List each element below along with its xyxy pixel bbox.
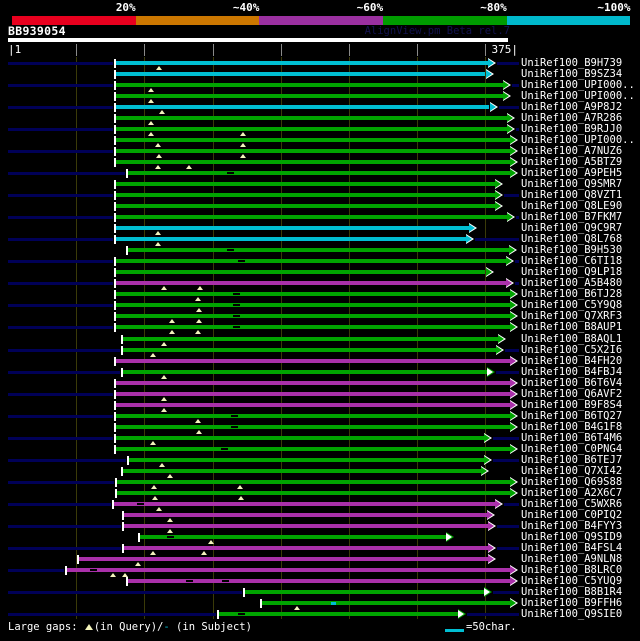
ruler-tick: [417, 44, 418, 56]
leader-line: [504, 194, 519, 197]
leader-line: [8, 304, 113, 307]
query-gap-marker: [150, 353, 156, 357]
leader-line: [496, 371, 519, 374]
alignment-bar[interactable]: [116, 270, 486, 274]
subject-label[interactable]: UniRef100_B6T6V4: [521, 376, 623, 389]
subject-label[interactable]: UniRef100_Q9LP18: [521, 266, 623, 279]
subject-label[interactable]: UniRef100_A9NLN8: [521, 552, 623, 565]
subject-label[interactable]: UniRef100_Q9SID9: [521, 530, 623, 543]
subject-label[interactable]: UniRef100_A2X6C7: [521, 486, 623, 499]
arrow-head-inner: [510, 312, 516, 320]
subject-label[interactable]: UniRef100_C0PNG4: [521, 442, 623, 455]
alignment-bar[interactable]: [124, 546, 488, 550]
alignment-bar[interactable]: [123, 337, 498, 341]
arrow-head-inner: [510, 412, 516, 420]
alignment-bar[interactable]: [117, 491, 510, 495]
arrow-head-inner: [510, 599, 516, 607]
query-gap-marker: [196, 430, 202, 434]
subject-label[interactable]: UniRef100_C6TI18: [521, 255, 623, 268]
alignment-bar[interactable]: [79, 557, 488, 561]
query-gap-marker: [161, 408, 167, 412]
alignment-bar[interactable]: [116, 381, 510, 385]
ruler-tick: [144, 44, 145, 56]
scale-segment: [136, 16, 260, 25]
alignment-bar[interactable]: [124, 513, 487, 517]
subject-label[interactable]: UniRef100_B8AQL1: [521, 332, 623, 345]
alignment-bar[interactable]: [128, 248, 509, 252]
arrow-head-inner: [488, 555, 494, 563]
subject-gap-marker: [233, 293, 240, 295]
arrow-head-inner: [510, 147, 516, 155]
query-gap-marker: [155, 242, 161, 246]
subject-label[interactable]: UniRef100_C5X2I6: [521, 343, 623, 356]
query-gap-marker: [148, 121, 154, 125]
arrow-head-inner: [510, 169, 516, 177]
leader-line: [8, 613, 216, 616]
leader-line: [8, 547, 121, 550]
arrow-head-inner: [488, 544, 494, 552]
subject-label[interactable]: UniRef100_Q8LE90: [521, 200, 623, 213]
alignment-bar[interactable]: [116, 160, 510, 164]
subject-label[interactable]: UniRef100_B8AUP1: [521, 321, 623, 334]
arrow-head-inner: [484, 434, 490, 442]
subject-label[interactable]: UniRef100_B9H530: [521, 244, 623, 257]
leader-line: [505, 349, 519, 352]
alignment-bar[interactable]: [116, 204, 495, 208]
leader-line: [8, 326, 113, 329]
query-gap-marker: [167, 474, 173, 478]
leader-line: [8, 415, 113, 418]
leader-line: [493, 591, 519, 594]
subject-label[interactable]: UniRef100_Q69S88: [521, 475, 623, 488]
subject-gap-marker: [227, 249, 234, 251]
query-gap-marker: [156, 66, 162, 70]
subject-label[interactable]: UniRef100_Q8VZT1: [521, 189, 623, 202]
alignment-bar[interactable]: [116, 149, 510, 153]
leader-line: [493, 459, 519, 462]
query-gap-marker: [135, 562, 141, 566]
ruler-tick: [213, 44, 214, 56]
alignment-bar[interactable]: [116, 314, 510, 318]
leader-line: [8, 503, 111, 506]
query-gap-marker: [148, 99, 154, 103]
arrow-head-inner: [510, 390, 516, 398]
query-gap-marker: [155, 231, 161, 235]
subject-label[interactable]: UniRef100_Q9SMR7: [521, 178, 623, 191]
alignment-bar[interactable]: [116, 303, 510, 307]
arrow-head-inner: [510, 489, 516, 497]
subject-label[interactable]: UniRef100_B9RJJ0: [521, 123, 623, 136]
arrow-head-inner: [507, 114, 513, 122]
alignment-bar[interactable]: [262, 601, 510, 605]
query-gap-marker: [197, 286, 203, 290]
alignment-bar[interactable]: [116, 226, 469, 230]
leader-line: [8, 172, 125, 175]
leader-line: [499, 106, 520, 109]
alignment-bar[interactable]: [128, 171, 510, 175]
leader-line: [515, 282, 519, 285]
leader-line: [467, 613, 519, 616]
query-gap-marker: [161, 397, 167, 401]
subject-label[interactable]: UniRef100_A9PEH5: [521, 167, 623, 180]
query-gap-marker: [169, 330, 175, 334]
leader-line: [8, 569, 64, 572]
alignment-bar[interactable]: [116, 193, 495, 197]
leader-line: [8, 349, 120, 352]
title-underline-bar: [8, 38, 508, 42]
arrow-head-inner: [486, 268, 492, 276]
leader-line: [8, 194, 113, 197]
subject-label[interactable]: UniRef100_Q9C9R7: [521, 222, 623, 235]
query-gap-marker: [169, 319, 175, 323]
ruler-tick: [485, 44, 486, 56]
arrow-head-inner: [487, 368, 493, 376]
gap-legend-subject: (in Subject): [169, 621, 252, 633]
alignment-bar[interactable]: [116, 259, 506, 263]
subject-label[interactable]: UniRef100_A7R286: [521, 112, 623, 125]
subject-label[interactable]: UniRef100_A5B480: [521, 277, 623, 290]
query-gap-marker: [155, 165, 161, 169]
gap-legend-prefix: Large gaps:: [8, 621, 84, 633]
query-gap-marker: [161, 286, 167, 290]
arrow-head-inner: [510, 566, 516, 574]
subject-label[interactable]: UniRef100_B4G1F8: [521, 420, 623, 433]
subject-label[interactable]: UniRef100_B9H739: [521, 57, 623, 69]
arrow-head-inner: [458, 610, 464, 618]
arrow-head-inner: [469, 224, 475, 232]
query-gap-marker: [156, 507, 162, 511]
leader-line: [8, 128, 113, 131]
scalebar-swatch-icon: [445, 629, 464, 632]
leader-line: [8, 371, 120, 374]
arrow-head-inner: [488, 59, 494, 67]
leader-line: [516, 216, 519, 219]
leader-line: [8, 393, 113, 396]
subject-label[interactable]: UniRef100_B4FBJ4: [521, 365, 623, 378]
arrow-head-inner: [509, 246, 515, 254]
subject-label[interactable]: UniRef100_B9SZ34: [521, 68, 623, 81]
alignment-bar[interactable]: [128, 579, 510, 583]
arrow-head-inner: [490, 103, 496, 111]
alignment-bar[interactable]: [140, 535, 446, 539]
query-gap-marker: [150, 441, 156, 445]
alignment-bar[interactable]: [116, 414, 510, 418]
query-gap-marker: [240, 154, 246, 158]
alignment-bar[interactable]: [245, 590, 484, 594]
alignment-bar[interactable]: [116, 138, 510, 142]
arrow-head-inner: [495, 180, 501, 188]
alignment-bar[interactable]: [116, 403, 510, 407]
query-gap-triangle-icon: [85, 624, 93, 630]
leader-line: [8, 260, 113, 263]
leader-line: [475, 238, 519, 241]
alignment-bar[interactable]: [116, 292, 510, 296]
subject-label[interactable]: UniRef100_B4FYY3: [521, 519, 623, 532]
alignment-bar[interactable]: [116, 325, 510, 329]
subject-gap-marker: [137, 503, 144, 505]
query-gap-marker: [240, 143, 246, 147]
subject-gap-marker: [233, 315, 240, 317]
alignment-bar[interactable]: [219, 612, 458, 616]
alignment-bar[interactable]: [123, 370, 487, 374]
subject-label[interactable]: UniRef100_A5BTZ9: [521, 156, 623, 169]
alignment-bar[interactable]: [67, 568, 510, 572]
alignment-bar[interactable]: [129, 458, 484, 462]
scale-label: ~100%: [597, 1, 631, 14]
query-gap-marker: [195, 297, 201, 301]
alignment-bar[interactable]: [116, 392, 510, 396]
query-gap-marker: [238, 496, 244, 500]
subject-gap-marker: [221, 448, 228, 450]
leader-line: [497, 525, 519, 528]
query-gap-marker: [294, 606, 300, 610]
leader-line: [8, 238, 113, 241]
arrow-head-inner: [510, 577, 516, 585]
leader-line: [497, 547, 519, 550]
subject-gap-marker: [227, 172, 234, 174]
arrow-head-inner: [466, 235, 472, 243]
gridline: [76, 57, 77, 619]
arrow-head-inner: [510, 478, 516, 486]
arrow-head-inner: [498, 335, 504, 343]
arrow-head-inner: [510, 136, 516, 144]
alignment-bar[interactable]: [117, 480, 510, 484]
alignment-bar[interactable]: [116, 61, 489, 65]
scale-segment: [383, 16, 507, 25]
subject-gap-marker: [231, 415, 238, 417]
subject-label[interactable]: UniRef100_Q9SIE0: [521, 608, 623, 620]
scalebar-label: =50char.: [466, 621, 517, 633]
query-gap-marker: [196, 308, 202, 312]
query-gap-marker: [159, 463, 165, 467]
arrow-head-inner: [481, 467, 487, 475]
query-gap-marker: [148, 132, 154, 136]
query-gap-marker: [156, 154, 162, 158]
leader-line: [512, 84, 519, 87]
query-gap-marker: [152, 496, 158, 500]
scale-label: ~40%: [232, 1, 260, 14]
query-id: BB939054: [8, 24, 66, 38]
arrow-head-inner: [510, 357, 516, 365]
arrow-head-inner: [510, 379, 516, 387]
subject-label[interactable]: UniRef100_C5YUQ9: [521, 574, 623, 587]
query-gap-marker: [208, 540, 214, 544]
subject-label[interactable]: UniRef100_C5Y9Q8: [521, 299, 623, 312]
subject-label[interactable]: UniRef100_Q8L768: [521, 233, 623, 246]
subject-label[interactable]: UniRef100_B9FFH6: [521, 596, 623, 609]
query-gap-marker: [167, 518, 173, 522]
leader-line: [8, 84, 113, 87]
leader-line: [8, 591, 242, 594]
leader-line: [8, 437, 113, 440]
leader-line: [516, 128, 519, 131]
query-gap-marker: [148, 88, 154, 92]
ruler-tick: [349, 44, 350, 56]
subject-label[interactable]: UniRef100_B4FH20: [521, 354, 623, 367]
subject-gap-marker: [222, 580, 229, 582]
subject-label[interactable]: UniRef100_C0PIQ2: [521, 508, 623, 521]
alignment-bar[interactable]: [123, 348, 497, 352]
scale-label: 20%: [115, 1, 136, 14]
arrow-head-inner: [510, 290, 516, 298]
alignment-bar[interactable]: [116, 72, 486, 76]
query-gap-marker: [110, 573, 116, 577]
subject-label[interactable]: UniRef100_Q7XI42: [521, 464, 623, 477]
subject-label[interactable]: UniRef100_B8LRC0: [521, 563, 623, 576]
subject-label[interactable]: UniRef100_B6T4M6: [521, 431, 623, 444]
scale-segment: [507, 16, 631, 25]
subject-label[interactable]: UniRef100_A7NUZ6: [521, 145, 623, 158]
arrow-head-inner: [487, 511, 493, 519]
subject-label[interactable]: UniRef100_Q6AVF2: [521, 387, 623, 400]
leader-line: [8, 106, 113, 109]
arrow-head-inner: [507, 213, 513, 221]
query-gap-marker: [161, 342, 167, 346]
query-gap-marker: [237, 485, 243, 489]
query-gap-marker: [195, 330, 201, 334]
query-gap-marker: [155, 143, 161, 147]
subject-gap-marker: [238, 613, 245, 615]
subject-label[interactable]: UniRef100_B9F8S4: [521, 398, 623, 411]
leader-line: [8, 459, 126, 462]
alignment-bar[interactable]: [116, 94, 504, 98]
alignment-bar[interactable]: [116, 215, 508, 219]
leader-line: [515, 260, 519, 263]
arrow-head-inner: [446, 533, 452, 541]
query-gap-marker: [159, 110, 165, 114]
leader-line: [8, 481, 114, 484]
subject-label[interactable]: UniRef100_A9P8J2: [521, 101, 623, 114]
alignment-bar[interactable]: [123, 469, 482, 473]
leader-line: [504, 503, 519, 506]
alignment-bar[interactable]: [116, 127, 508, 131]
subject-label[interactable]: UniRef100_B6TQ27: [521, 409, 623, 422]
arrow-head-inner: [510, 423, 516, 431]
arrow-head-inner: [507, 125, 513, 133]
ruler-tick: [281, 44, 282, 56]
leader-line: [493, 437, 519, 440]
query-gap-marker: [201, 551, 207, 555]
arrow-head-inner: [495, 500, 501, 508]
arrow-head-inner: [495, 202, 501, 210]
subject-label[interactable]: UniRef100_C5WXR6: [521, 497, 623, 510]
subject-gap-marker: [186, 580, 193, 582]
subject-label[interactable]: UniRef100_UPI000..: [521, 134, 635, 147]
subject-label[interactable]: UniRef100_Q7XRF3: [521, 310, 623, 323]
alignment-bar[interactable]: [116, 105, 490, 109]
subject-label[interactable]: UniRef100_B6TJ28: [521, 288, 623, 301]
subject-label[interactable]: UniRef100_B6TEJ7: [521, 453, 623, 466]
alignment-bar[interactable]: [116, 237, 467, 241]
query-gap-marker: [167, 529, 173, 533]
leader-line: [497, 62, 519, 65]
gap-legend-query: (in Query)/: [93, 621, 164, 633]
subject-label[interactable]: UniRef100_UPI000..: [521, 79, 635, 92]
alignment-bar[interactable]: [114, 502, 495, 506]
alignment-bar[interactable]: [116, 425, 510, 429]
query-gap-marker: [151, 485, 157, 489]
watermark: AlignView.pm Beta rel.7: [364, 25, 510, 37]
leader-line: [8, 150, 113, 153]
arrow-head-inner: [496, 346, 502, 354]
alignment-bar[interactable]: [116, 359, 510, 363]
arrow-head-inner: [506, 279, 512, 287]
leader-line: [8, 282, 113, 285]
subject-gap-marker: [238, 260, 245, 262]
subject-gap-marker: [233, 326, 240, 328]
arrow-head-inner: [510, 445, 516, 453]
subject-gap-marker: [233, 304, 240, 306]
subject-label[interactable]: UniRef100_B4FSL4: [521, 541, 623, 554]
arrow-head-inner: [488, 522, 494, 530]
subject-label[interactable]: UniRef100_B7FKM7: [521, 211, 623, 224]
subject-gap-cyan-marker: [331, 602, 336, 605]
subject-label[interactable]: UniRef100_UPI000..: [521, 90, 635, 103]
alignment-bar[interactable]: [116, 436, 484, 440]
query-gap-marker: [195, 419, 201, 423]
alignment-bar[interactable]: [124, 524, 488, 528]
query-gap-marker: [161, 375, 167, 379]
leader-line: [8, 525, 121, 528]
arrow-head-inner: [510, 301, 516, 309]
scale-segment: [259, 16, 383, 25]
query-gap-marker: [196, 319, 202, 323]
arrow-head-inner: [495, 191, 501, 199]
arrow-head-inner: [503, 81, 509, 89]
subject-label[interactable]: UniRef100_B8B1R4: [521, 585, 623, 598]
subject-gap-marker: [231, 426, 238, 428]
alignment-bar[interactable]: [116, 447, 510, 451]
subject-gap-dash-icon: -: [163, 621, 170, 633]
subject-gap-marker: [167, 536, 174, 538]
leader-line: [8, 62, 113, 65]
subject-gap-marker: [90, 569, 97, 571]
arrow-head-inner: [510, 158, 516, 166]
arrow-head-inner: [486, 70, 492, 78]
query-gap-marker: [240, 132, 246, 136]
arrow-head-inner: [510, 323, 516, 331]
arrow-head-inner: [484, 588, 490, 596]
gap-legend: [8, 621, 252, 633]
alignment-bar[interactable]: [116, 83, 504, 87]
ruler-tick: [76, 44, 77, 56]
leader-line: [8, 216, 113, 219]
arrow-head-inner: [484, 456, 490, 464]
alignment-bar[interactable]: [116, 116, 508, 120]
query-gap-marker: [186, 165, 192, 169]
scale-label: ~80%: [480, 1, 507, 14]
arrow-head-inner: [506, 257, 512, 265]
arrow-head-inner: [503, 92, 509, 100]
ruler-start-label: |1: [8, 43, 22, 56]
ruler-end-label: 375|: [491, 43, 518, 56]
query-gap-marker: [150, 551, 156, 555]
alignment-bar[interactable]: [116, 281, 506, 285]
alignment-bar[interactable]: [116, 182, 495, 186]
arrow-head-inner: [510, 401, 516, 409]
scale-label: ~60%: [356, 1, 384, 14]
